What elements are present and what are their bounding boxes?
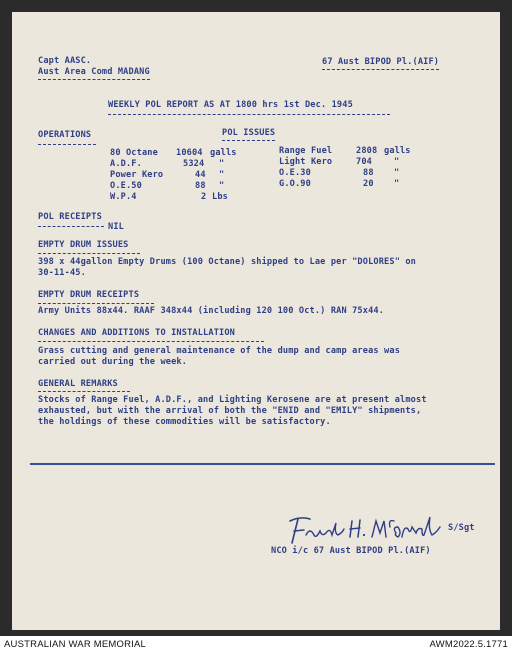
section-empty-drum-receipts: EMPTY DRUM RECEIPTS [38,290,140,300]
section-divider [30,463,495,465]
drum-receipts-underline [38,303,154,304]
issue-left-qty: 88 [195,181,206,191]
changes-text: Grass cutting and general maintenance of the dump and camp areas was [38,346,401,356]
footer-accession-number: AWM2022.5.1771 [429,639,508,650]
signature-rank: S/Sgt [448,523,475,533]
section-empty-drum-issues: EMPTY DRUM ISSUES [38,240,129,250]
issue-right-unit: " [394,157,400,167]
remarks-text: Stocks of Range Fuel, A.D.F., and Lighting Kerosene are at present almost [38,395,427,405]
issue-left-unit: galls [210,148,237,158]
issue-left-name: 80 Octane [110,148,158,158]
issue-right-unit: " [394,168,400,178]
remarks-underline [38,391,130,392]
pol-receipts-value: NIL [108,222,124,232]
footer-archive-name: AUSTRALIAN WAR MEMORIAL [4,639,147,650]
issue-left-name: A.D.F. [110,159,142,169]
drum-issues-text: 30-11-45. [38,268,86,278]
handwritten-signature [286,513,446,547]
section-operations: OPERATIONS [38,130,92,140]
section-changes: CHANGES AND ADDITIONS TO INSTALLATION [38,328,235,338]
issue-left-qty: 10604 [176,148,203,158]
issue-left-qty: 5324 [183,159,205,169]
title-underline [108,114,390,115]
changes-text: carried out during the week. [38,357,188,367]
issue-left-name: W.P.4 [110,192,137,202]
issue-right-name: Range Fuel [279,146,333,156]
changes-underline [38,341,264,342]
issue-left-name: Power Kero [110,170,164,180]
signature-block: NCO i/c 67 Aust BIPOD Pl.(AIF) [271,546,431,556]
issue-left-unit: " [219,181,225,191]
issue-right-name: G.O.90 [279,179,311,189]
drum-receipts-text: Army Units 88x44. RAAF 348x44 (including 120 100 Oct.) RAN 75x44. [38,306,385,316]
issue-left-unit: " [219,170,225,180]
to-unit: 67 Aust BIPOD Pl.(AIF) [322,57,439,70]
issue-right-name: O.E.30 [279,168,311,178]
issue-left-unit: " [219,159,225,169]
operations-underline [38,144,96,145]
issue-right-unit: " [394,179,400,189]
issue-right-name: Light Kero [279,157,333,167]
remarks-text: exhausted, but with the arrival of both the "ENID and "EMILY" shipments, [38,406,422,416]
section-remarks: GENERAL REMARKS [38,379,118,389]
section-pol-issues: POL ISSUES [222,128,275,141]
pol-receipts-underline [38,226,104,227]
issue-right-unit: galls [384,146,411,156]
remarks-text: the holdings of these commodities will be satisfactory. [38,417,331,427]
issue-left-qty: 2 [201,192,207,202]
issue-right-qty: 20 [363,179,374,189]
issue-left-unit: Lbs [212,192,228,202]
drum-issues-underline [38,253,140,254]
issue-right-qty: 2808 [356,146,378,156]
section-pol-receipts: POL RECEIPTS [38,212,102,222]
archive-footer [0,636,512,653]
report-title: WEEKLY POL REPORT AS AT 1800 hrs 1st Dec. 1945 [108,100,353,110]
issue-right-qty: 704 [356,157,372,167]
from-unit: Aust Area Comd MADANG [38,67,150,80]
issue-left-name: O.E.50 [110,181,142,191]
issue-left-qty: 44 [195,170,206,180]
issue-right-qty: 88 [363,168,374,178]
drum-issues-text: 398 x 44gallon Empty Drums (100 Octane) shipped to Lae per "DOLORES" on [38,257,416,267]
from-rank: Capt AASC. [38,56,92,66]
